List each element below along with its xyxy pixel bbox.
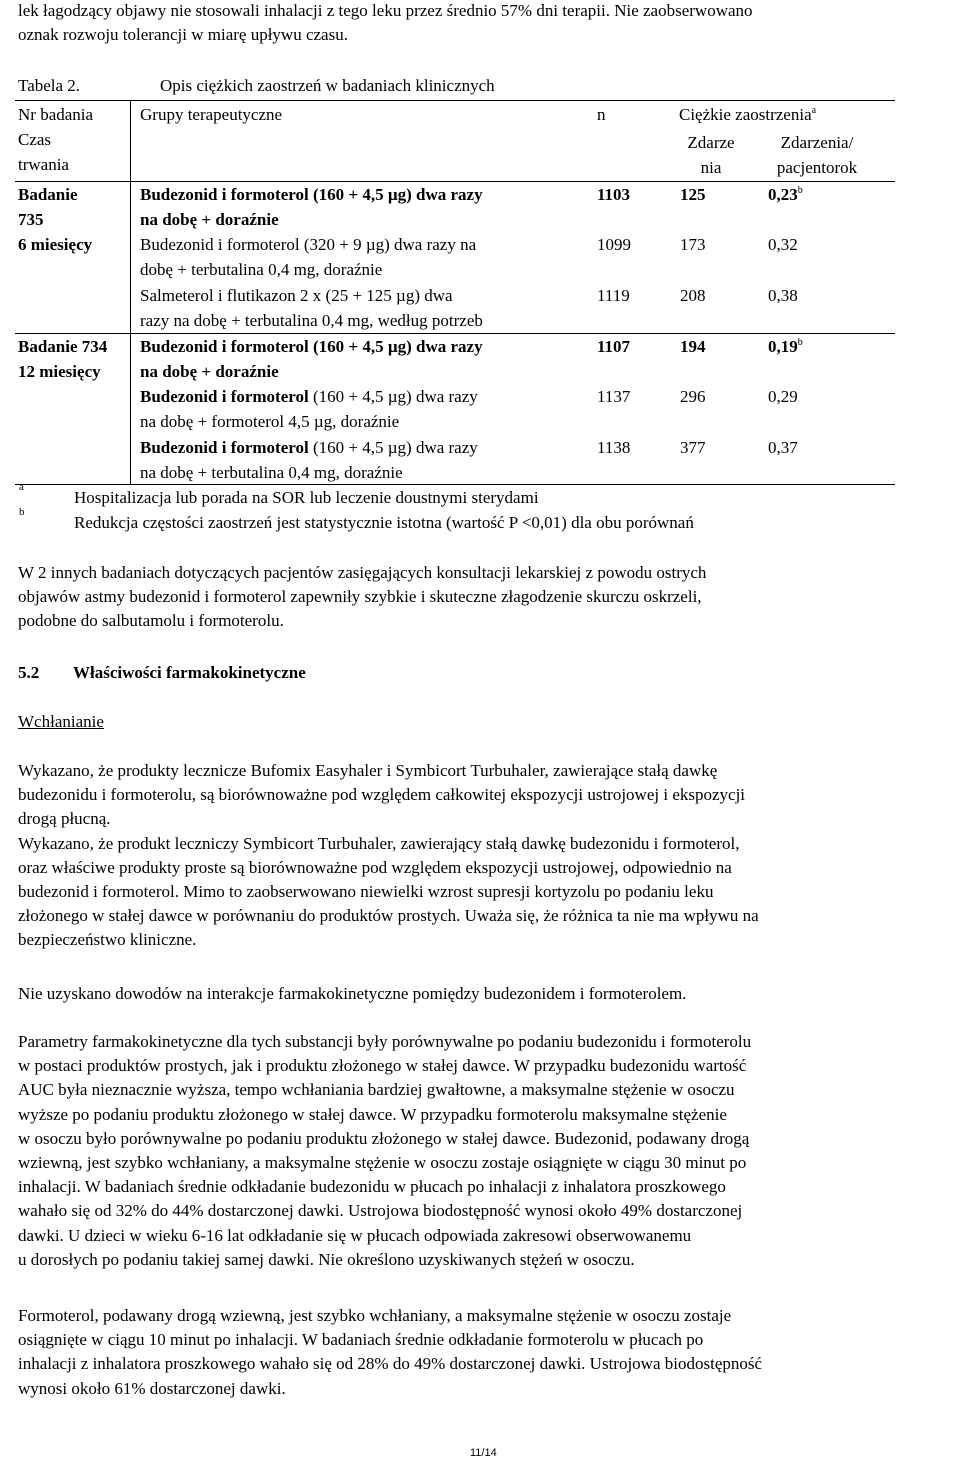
- intro-line-1: lek łagodzący objawy nie stosowali inhalacji z tego leku przez średnio 57% dni terapii. Nie zaobserwowano: [18, 1, 753, 20]
- row-n: 1137: [597, 387, 631, 406]
- row-events: 208: [680, 286, 706, 305]
- row-rate: 0,32: [768, 235, 798, 254]
- row-rate: 0,29: [768, 387, 798, 406]
- para-parameters: Parametry farmakokinetyczne dla tych substancji były porównywalne po podaniu budezonidu i formoterolu w postaci produktów prostych, jak i produktu złożonego w stałej dawce. W przypadku budezonidu wartość AUC była nieznacznie wyższa, tempo wchłaniania bardziej gwałtowne, a maksymalne stężenie w osoczu wyższe po podaniu produktu złożonego w stałej dawce. W przypadku formoterolu maksymalne stężenie w osoczu było porównywalne po podaniu produktu złożonego w stałej dawce. Budezonid, podawany drogą wziewną, jest szybko wchłaniany, a maksymalne stężenie w osoczu zostaje osiągnięte w ciągu 30 minut po inhalacji. W badaniach średnie odkładanie budezonidu w płucach po inhalacji z inhalatora proszkowego wahało się od 32% do 44% dostarczonej dawki. Ustrojowa biodostępność wynosi około 49% dostarczonej dawki. U dzieci w wieku 6-16 lat odkładanie się w płucach odpowiada zakresowi obserwowanemu u dorosłych po podaniu takiej samej dawki. Nie określono uzyskiwanych stężeń w osoczu.: [18, 1032, 752, 1269]
- row-events: 377: [680, 438, 706, 457]
- table-title: Opis ciężkich zaostrzeń w badaniach klinicznych: [160, 76, 495, 95]
- para-bioequivalence: Wykazano, że produkty lecznicze Bufomix Easyhaler i Symbicort Turbuhaler, zawierające stałą dawkę budezonidu i formoterolu, są biorównoważne pod względem całkowitej ekspozycji ustrojowej i ekspozycji drogą płucną. Wykazano, że produkt leczniczy Symbicort Turbuhaler, zawierający stałą dawkę budezonidu i formoterol, oraz właściwe produkty proste są biorównoważne pod względem ekspozycji ustrojowej, odpowiednio na budezonid i formoterol. Mimo to zaobserwowano niewielki wzrost supresji kortyzolu po podaniu leku złożonego w stałej dawce w porównaniu do produktów prostych. Uważa się, że różnica ta nie ma wpływu na bezpieczeństwo kliniczne.: [18, 761, 759, 950]
- intro-line-2: oznak rozwoju tolerancji w miarę upływu czasu.: [18, 25, 348, 44]
- para-interactions: Nie uzyskano dowodów na interakcje farmakokinetyczne pomiędzy budezonidem i formoterolem.: [18, 984, 687, 1003]
- para-other-studies: W 2 innych badaniach dotyczących pacjentów zasięgających konsultacji lekarskiej z powodu ostrych objawów astmy budezonid i formoterol zapewniły szybkie i skuteczne złagodzenie skurczu oskrzeli, podobne do salbutamolu i formoterolu.: [18, 563, 707, 631]
- table-row: Salmeterol i flutikazon 2 x (25 + 125 µg) dwa razy na dobę + terbutalina 0,4 mg, według potrzeb: [140, 286, 483, 330]
- subsection-title: Wchłanianie: [18, 712, 104, 731]
- row-events: 296: [680, 387, 706, 406]
- row-n: 1138: [597, 438, 631, 457]
- row-rate: 0,37: [768, 438, 798, 457]
- header-groups: Grupy terapeutyczne: [140, 105, 283, 124]
- table-row: Budezonid i formoterol (320 + 9 µg) dwa razy na dobę + terbutalina 0,4 mg, doraźnie: [140, 235, 477, 279]
- header-events: Zdarze nia: [687, 133, 735, 177]
- table-row: Budezonid i formoterol (160 + 4,5 µg) dwa razy na dobę + formoterol 4,5 µg, doraźnie: [140, 387, 478, 431]
- table-row: Budezonid i formoterol (160 + 4,5 µg) dwa razy na dobę + terbutalina 0,4 mg, doraźnie: [140, 438, 478, 482]
- para-formoterol: Formoterol, podawany drogą wziewną, jest szybko wchłaniany, a maksymalne stężenie w osoczu zostaje osiągnięte w ciągu 10 minut po inhalacji. W badaniach średnie odkładanie formoterolu w płucach po inhalacji z inhalatora proszkowego wahało się od 28% do 49% dostarczonej dawki. Ustrojowa biodostępność wynosi około 61% dostarczonej dawki.: [18, 1306, 763, 1398]
- row-rate: 0,23$^b$: [768, 185, 803, 204]
- table-row: Budezonid i formoterol (160 + 4,5 µg) dwa razy na dobę + doraźnie: [140, 337, 483, 381]
- header-events-per-patient-year: Zdarzenia/ pacjentorok: [776, 133, 858, 177]
- row-events: 125: [680, 185, 706, 204]
- study-735: Badanie 735 6 miesięcy: [18, 185, 93, 254]
- footnote-mark-b: b: [19, 506, 25, 518]
- table-label: Tabela 2.: [18, 76, 81, 95]
- row-n: 1099: [597, 235, 631, 254]
- table-row: Budezonid i formoterol (160 + 4,5 µg) dwa razy na dobę + doraźnie: [140, 185, 483, 229]
- header-study: Nr badania Czas trwania: [18, 105, 94, 174]
- row-n: 1107: [597, 337, 631, 356]
- table-col-divider: [130, 100, 131, 484]
- page-number: 11/14: [470, 1447, 497, 1459]
- study-734: Badanie 734 12 miesięcy: [18, 337, 108, 381]
- footnote-a: Hospitalizacja lub porada na SOR lub leczenie doustnymi sterydami: [74, 488, 539, 507]
- header-severe-exacerbations: Ciężkie zaostrzenia$^a$: [679, 105, 817, 124]
- row-n: 1119: [597, 286, 630, 305]
- row-events: 194: [680, 337, 706, 356]
- row-events: 173: [680, 235, 706, 254]
- row-n: 1103: [597, 185, 631, 204]
- header-n: n: [597, 105, 606, 124]
- footnote-mark-a: a: [19, 481, 24, 493]
- footnote-b: Redukcja częstości zaostrzeń jest statystycznie istotna (wartość P <0,01) dla obu porównań: [74, 513, 694, 532]
- section-title: Właściwości farmakokinetyczne: [73, 663, 306, 682]
- section-number: 5.2: [18, 663, 40, 682]
- row-rate: 0,38: [768, 286, 798, 305]
- row-rate: 0,19$^b$: [768, 337, 803, 356]
- table-top-border: [15, 100, 895, 101]
